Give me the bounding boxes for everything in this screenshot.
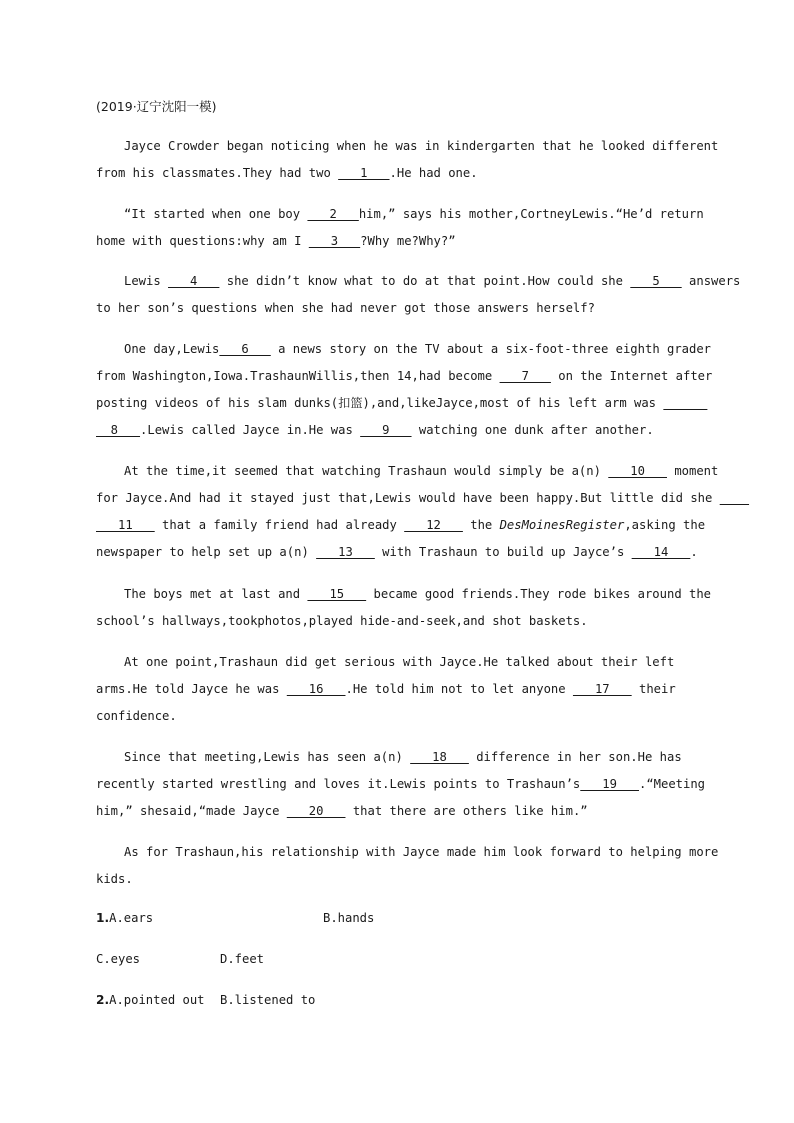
text-run: from his classmates.They had two (96, 166, 339, 180)
question-1-option-d: D.feet (220, 952, 265, 966)
answer-blank: 3 (308, 234, 361, 248)
text-run: the (462, 518, 500, 532)
answer-blank (720, 485, 749, 512)
text-line (96, 268, 741, 295)
text-line (96, 160, 696, 187)
answer-blank: 4 (168, 274, 220, 288)
answer-blank: 7 (499, 369, 551, 383)
paragraph (96, 336, 713, 444)
text-run: watching one dunk after another. (411, 423, 654, 437)
text-line (96, 839, 719, 866)
text-line (96, 649, 696, 676)
answer-blank: 14 (631, 545, 691, 559)
text-line (96, 363, 713, 390)
text-run: .“Meeting (638, 777, 706, 791)
newspaper-title: DesMoinesRegister (499, 518, 625, 532)
text-run: At the time,it seemed that watching Trashaun would simply be a(n) (124, 464, 609, 478)
text-run: ,asking the (624, 518, 706, 532)
paragraph (96, 581, 712, 635)
text-run: with Trashaun to build up Jayce’s (374, 545, 632, 559)
source-label: (2019·辽宁沈阳一模) (96, 99, 217, 114)
answer-blank: 9 (360, 423, 412, 437)
text-run: school’s hallways,tookphotos,played hide-and-seek,and shot baskets. (96, 614, 588, 628)
answer-blank: 1 (338, 166, 390, 180)
text-run: Since that meeting,Lewis has seen a(n) (124, 750, 411, 764)
text-run: As for Trashaun,his relationship with Jayce made him look forward to helping more (124, 845, 719, 859)
question-1-option-c: C.eyes (96, 952, 141, 966)
text-line (96, 228, 696, 255)
text-run: that there are others like him.” (345, 804, 588, 818)
text-run: arms.He told Jayce he was (96, 682, 287, 696)
text-line (96, 390, 696, 417)
paragraph (96, 744, 706, 825)
text-run: difference in her son.He has (468, 750, 682, 764)
text-run: for Jayce.And had it stayed just that,Lewis would have been happy.But little did she (96, 491, 720, 505)
text-line (96, 201, 704, 228)
answer-blank: 2 (307, 207, 359, 221)
text-run: newspaper to help set up a(n) (96, 545, 317, 559)
answer-blank: 19 (580, 777, 639, 791)
text-run: Lewis (124, 274, 169, 288)
text-run: a news story on the TV about a six-foot-three eighth grader (270, 342, 712, 356)
text-line (96, 866, 696, 893)
text-run: recently started wrestling and loves it.Lewis points to Trashaun’s (96, 777, 581, 791)
text-line (96, 133, 719, 160)
text-run: . (690, 545, 698, 559)
text-run: kids. (96, 872, 133, 886)
text-run: At one point,Trashaun did get serious with Jayce.He talked about their left (124, 655, 675, 669)
answer-blank: 18 (410, 750, 469, 764)
answer-blank: 12 (404, 518, 463, 532)
question-1-option-a: 1.A.ears (96, 911, 154, 925)
answer-blank: 13 (316, 545, 375, 559)
question-1-option-b: B.hands (323, 911, 375, 925)
text-run: moment (666, 464, 719, 478)
text-run: posting videos of his slam dunks(扣篮),and,likeJayce,most of his left arm was (96, 396, 664, 410)
text-line (96, 417, 696, 444)
text-run: that a family friend had already (154, 518, 405, 532)
text-line (96, 485, 720, 512)
text-run: on the Internet after (550, 369, 713, 383)
question-2-option-b: B.listened to (220, 993, 316, 1007)
paragraph (96, 839, 719, 893)
text-run: him,” says his mother,CortneyLewis.“He’d return (358, 207, 704, 221)
text-line (96, 676, 696, 703)
paragraph (96, 268, 741, 322)
text-run: him,” shesaid,“made Jayce (96, 804, 287, 818)
answer-blank (663, 390, 707, 417)
answer-blank: 8 (96, 423, 141, 437)
text-run: their (631, 682, 676, 696)
text-run: One day,Lewis (124, 342, 220, 356)
text-line (96, 608, 696, 635)
answer-blank: 5 (630, 274, 682, 288)
paragraph (96, 133, 719, 187)
text-line (96, 295, 696, 322)
text-line (96, 771, 706, 798)
text-run: .Lewis called Jayce in.He was (140, 423, 361, 437)
text-run: became good friends.They rode bikes around the (366, 587, 712, 601)
answer-blank: 17 (572, 682, 632, 696)
text-line (96, 512, 706, 539)
text-line (96, 539, 696, 566)
text-line (96, 581, 712, 608)
text-run: from Washington,Iowa.TrashaunWillis,then 14,had become (96, 369, 500, 383)
text-run: ?Why me?Why?” (360, 234, 456, 248)
answer-blank: 16 (286, 682, 346, 696)
paragraph (96, 649, 696, 730)
answer-blank: 6 (219, 342, 271, 356)
text-run: home with questions:why am I (96, 234, 309, 248)
answer-blank: 11 (96, 518, 155, 532)
text-run: answers (681, 274, 741, 288)
text-run: .He told him not to let anyone (345, 682, 573, 696)
text-run: The boys met at last and (124, 587, 308, 601)
paragraph (96, 458, 720, 566)
answer-blank: 20 (286, 804, 346, 818)
question-2-option-a: 2.A.pointed out (96, 993, 205, 1007)
answer-blank: 10 (608, 464, 667, 478)
text-run: confidence. (96, 709, 177, 723)
question-number: 1. (96, 911, 110, 925)
question-number: 2. (96, 993, 110, 1007)
paragraph (96, 201, 704, 255)
text-run: .He had one. (389, 166, 478, 180)
text-run: “It started when one boy (124, 207, 308, 221)
text-line (96, 744, 696, 771)
text-line (96, 458, 719, 485)
answer-blank: 15 (307, 587, 367, 601)
text-line (96, 336, 712, 363)
text-line (96, 703, 696, 730)
text-run: Jayce Crowder began noticing when he was in kindergarten that he looked different (124, 139, 719, 153)
text-run: she didn’t know what to do at that point.How could she (219, 274, 631, 288)
text-line (96, 798, 696, 825)
text-run: to her son’s questions when she had never got those answers herself? (96, 301, 595, 315)
